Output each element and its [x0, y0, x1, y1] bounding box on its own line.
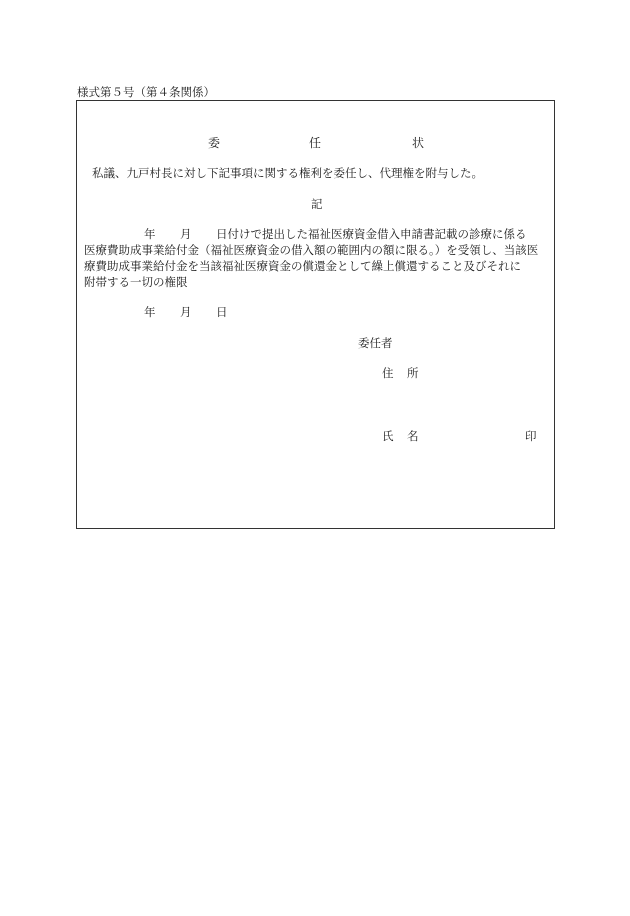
body-line-2: 医療費助成事業給付金（福祉医療資金の借入額の範囲内の額に限る。）を受領し、当該医 [84, 243, 539, 257]
principal-label: 委任者 [358, 336, 393, 350]
body-line1-rest: 日付けで提出した福祉医療資金借入申請書記載の診療に係る [216, 227, 527, 241]
date-year: 年 [144, 305, 156, 319]
statement: 私議、九戸村長に対し下記事項に関する権利を委任し、代理権を附与した。 [92, 166, 483, 180]
ki-heading: 記 [311, 197, 323, 211]
date-month: 月 [180, 305, 192, 319]
name-char-2: 名 [407, 429, 419, 443]
body-line-4: 附帯する一切の権限 [84, 275, 188, 289]
address-char-2: 所 [407, 366, 419, 380]
title-char-3: 状 [412, 136, 425, 150]
body-month: 月 [180, 227, 192, 241]
document-frame [76, 100, 555, 529]
title-char-2: 任 [309, 136, 322, 150]
body-line-3: 療費助成事業給付金を当該福祉医療資金の償還金として繰上償還すること及びそれに [84, 259, 521, 273]
body-year: 年 [144, 227, 156, 241]
form-number: 様式第５号（第４条関係） [77, 85, 215, 99]
seal-mark: 印 [525, 429, 537, 443]
address-char-1: 住 [382, 366, 394, 380]
date-day: 日 [216, 305, 228, 319]
name-char-1: 氏 [382, 429, 394, 443]
title-char-1: 委 [208, 136, 221, 150]
